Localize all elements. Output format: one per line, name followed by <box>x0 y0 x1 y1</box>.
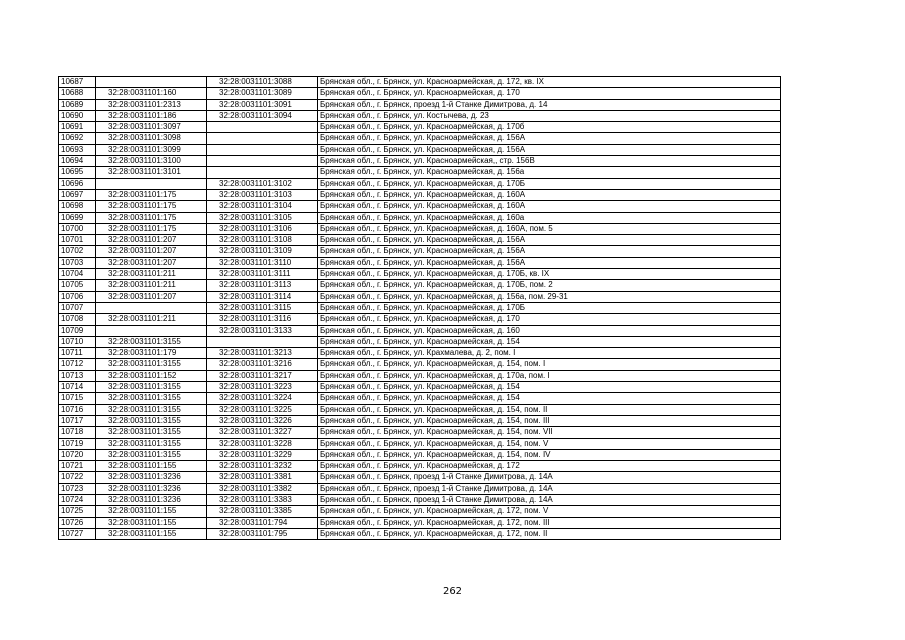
object-number-cell: 32:28:0031101:794 <box>207 517 318 528</box>
table-row <box>59 427 781 438</box>
parcel-number-cell: 32:28:0031101:207 <box>96 257 207 268</box>
table-row <box>59 178 781 189</box>
address-cell: Брянская обл., г. Брянск, ул. Красноармейская, д. 170Б <box>318 302 781 313</box>
parcel-number-cell: 32:28:0031101:175 <box>96 212 207 223</box>
table-row <box>59 336 781 347</box>
object-number-cell: 32:28:0031101:3111 <box>207 269 318 280</box>
table-row <box>59 415 781 426</box>
object-number-cell: 32:28:0031101:3091 <box>207 99 318 110</box>
object-number-cell: 32:28:0031101:3216 <box>207 359 318 370</box>
table-row <box>59 291 781 302</box>
object-number-cell: 32:28:0031101:3217 <box>207 370 318 381</box>
parcel-number-cell <box>96 77 207 88</box>
table-row <box>59 99 781 110</box>
object-number-cell: 32:28:0031101:3094 <box>207 110 318 121</box>
object-number-cell <box>207 156 318 167</box>
address-cell: Брянская обл., г. Брянск, ул. Красноармейская, д. 156А <box>318 246 781 257</box>
parcel-number-cell: 32:28:0031101:3236 <box>96 494 207 505</box>
row-number-cell: 10712 <box>59 359 96 370</box>
table-row <box>59 201 781 212</box>
table-row <box>59 246 781 257</box>
table-row <box>59 269 781 280</box>
table-row <box>59 223 781 234</box>
table-row <box>59 517 781 528</box>
address-cell: Брянская обл., г. Брянск, ул. Красноармейская, д. 170а, пом. I <box>318 370 781 381</box>
object-number-cell: 32:28:0031101:3109 <box>207 246 318 257</box>
table-row <box>59 167 781 178</box>
row-number-cell: 10719 <box>59 438 96 449</box>
row-number-cell: 10706 <box>59 291 96 302</box>
parcel-number-cell: 32:28:0031101:155 <box>96 517 207 528</box>
parcel-number-cell: 32:28:0031101:3155 <box>96 427 207 438</box>
address-cell: Брянская обл., г. Брянск, ул. Красноармейская, д. 154, пом. I <box>318 359 781 370</box>
object-number-cell: 32:28:0031101:3382 <box>207 483 318 494</box>
address-cell: Брянская обл., г. Брянск, ул. Красноармейская, д. 156А <box>318 257 781 268</box>
row-number-cell: 10699 <box>59 212 96 223</box>
address-cell: Брянская обл., г. Брянск, ул. Костычева, д. 23 <box>318 110 781 121</box>
table-row <box>59 257 781 268</box>
row-number-cell: 10724 <box>59 494 96 505</box>
parcel-number-cell: 32:28:0031101:186 <box>96 110 207 121</box>
table-row <box>59 110 781 121</box>
object-number-cell: 32:28:0031101:3115 <box>207 302 318 313</box>
row-number-cell: 10713 <box>59 370 96 381</box>
row-number-cell: 10689 <box>59 99 96 110</box>
table-row <box>59 461 781 472</box>
parcel-number-cell: 32:28:0031101:207 <box>96 291 207 302</box>
address-cell: Брянская обл., г. Брянск, проезд 1-й Станке Димитрова, д. 14А <box>318 494 781 505</box>
object-number-cell: 32:28:0031101:3227 <box>207 427 318 438</box>
address-cell: Брянская обл., г. Брянск, ул. Красноармейская, д. 172, пом. III <box>318 517 781 528</box>
row-number-cell: 10720 <box>59 449 96 460</box>
parcel-number-cell: 32:28:0031101:207 <box>96 235 207 246</box>
address-cell: Брянская обл., г. Брянск, ул. Красноармейская, д. 160а <box>318 212 781 223</box>
table-row <box>59 212 781 223</box>
address-cell: Брянская обл., г. Брянск, ул. Красноармейская,, стр. 156В <box>318 156 781 167</box>
object-number-cell: 32:28:0031101:3225 <box>207 404 318 415</box>
object-number-cell: 32:28:0031101:3223 <box>207 382 318 393</box>
object-number-cell: 32:28:0031101:3103 <box>207 189 318 200</box>
parcel-number-cell: 32:28:0031101:155 <box>96 461 207 472</box>
table-row <box>59 325 781 336</box>
object-number-cell: 32:28:0031101:3114 <box>207 291 318 302</box>
object-number-cell: 32:28:0031101:3381 <box>207 472 318 483</box>
table-row <box>59 382 781 393</box>
row-number-cell: 10726 <box>59 517 96 528</box>
parcel-number-cell: 32:28:0031101:3155 <box>96 449 207 460</box>
address-cell: Брянская обл., г. Брянск, ул. Красноармейская, д. 154, пом. V <box>318 438 781 449</box>
parcel-number-cell: 32:28:0031101:175 <box>96 223 207 234</box>
parcel-number-cell <box>96 325 207 336</box>
table-row <box>59 280 781 291</box>
parcel-number-cell: 32:28:0031101:3155 <box>96 336 207 347</box>
object-number-cell: 32:28:0031101:3089 <box>207 88 318 99</box>
address-cell: Брянская обл., г. Брянск, ул. Красноармейская, д. 154, пом. II <box>318 404 781 415</box>
table-row <box>59 393 781 404</box>
row-number-cell: 10702 <box>59 246 96 257</box>
object-number-cell <box>207 336 318 347</box>
table-row <box>59 189 781 200</box>
parcel-number-cell: 32:28:0031101:2313 <box>96 99 207 110</box>
table-row <box>59 472 781 483</box>
object-number-cell: 32:28:0031101:3228 <box>207 438 318 449</box>
table-row <box>59 404 781 415</box>
row-number-cell: 10695 <box>59 167 96 178</box>
table-row <box>59 449 781 460</box>
row-number-cell: 10727 <box>59 528 96 539</box>
object-number-cell: 32:28:0031101:3232 <box>207 461 318 472</box>
table-row <box>59 302 781 313</box>
object-number-cell: 32:28:0031101:795 <box>207 528 318 539</box>
row-number-cell: 10691 <box>59 122 96 133</box>
address-cell: Брянская обл., г. Брянск, ул. Красноармейская, д. 172, кв. IX <box>318 77 781 88</box>
table-row <box>59 156 781 167</box>
parcel-number-cell: 32:28:0031101:3101 <box>96 167 207 178</box>
parcel-number-cell <box>96 178 207 189</box>
object-number-cell <box>207 144 318 155</box>
registry-table-body <box>59 77 781 540</box>
parcel-number-cell: 32:28:0031101:3236 <box>96 483 207 494</box>
parcel-number-cell: 32:28:0031101:211 <box>96 314 207 325</box>
row-number-cell: 10709 <box>59 325 96 336</box>
address-cell: Брянская обл., г. Брянск, ул. Красноармейская, д. 172, пом. V <box>318 506 781 517</box>
row-number-cell: 10716 <box>59 404 96 415</box>
parcel-number-cell: 32:28:0031101:3100 <box>96 156 207 167</box>
row-number-cell: 10718 <box>59 427 96 438</box>
parcel-number-cell <box>96 302 207 313</box>
row-number-cell: 10696 <box>59 178 96 189</box>
parcel-number-cell: 32:28:0031101:179 <box>96 348 207 359</box>
parcel-number-cell: 32:28:0031101:3155 <box>96 438 207 449</box>
object-number-cell: 32:28:0031101:3229 <box>207 449 318 460</box>
row-number-cell: 10715 <box>59 393 96 404</box>
object-number-cell: 32:28:0031101:3226 <box>207 415 318 426</box>
object-number-cell <box>207 133 318 144</box>
table-row <box>59 314 781 325</box>
address-cell: Брянская обл., г. Брянск, ул. Красноармейская, д. 170Б <box>318 178 781 189</box>
parcel-number-cell: 32:28:0031101:175 <box>96 189 207 200</box>
parcel-number-cell: 32:28:0031101:207 <box>96 246 207 257</box>
object-number-cell <box>207 167 318 178</box>
table-row <box>59 88 781 99</box>
parcel-number-cell: 32:28:0031101:3155 <box>96 393 207 404</box>
address-cell: Брянская обл., г. Брянск, ул. Красноармейская, д. 170Б, пом. 2 <box>318 280 781 291</box>
object-number-cell: 32:28:0031101:3116 <box>207 314 318 325</box>
address-cell: Брянская обл., г. Брянск, ул. Красноармейская, д. 170 <box>318 314 781 325</box>
parcel-number-cell: 32:28:0031101:3098 <box>96 133 207 144</box>
address-cell: Брянская обл., г. Брянск, ул. Красноармейская, д. 160А <box>318 189 781 200</box>
object-number-cell: 32:28:0031101:3224 <box>207 393 318 404</box>
object-number-cell <box>207 122 318 133</box>
parcel-number-cell: 32:28:0031101:211 <box>96 280 207 291</box>
address-cell: Брянская обл., г. Брянск, ул. Крахмалева, д. 2, пом. I <box>318 348 781 359</box>
parcel-number-cell: 32:28:0031101:155 <box>96 506 207 517</box>
address-cell: Брянская обл., г. Брянск, ул. Красноармейская, д. 160А <box>318 201 781 212</box>
row-number-cell: 10698 <box>59 201 96 212</box>
parcel-number-cell: 32:28:0031101:160 <box>96 88 207 99</box>
address-cell: Брянская обл., г. Брянск, ул. Красноармейская, д. 160А, пом. 5 <box>318 223 781 234</box>
parcel-number-cell: 32:28:0031101:211 <box>96 269 207 280</box>
address-cell: Брянская обл., г. Брянск, ул. Красноармейская, д. 154, пом. IV <box>318 449 781 460</box>
object-number-cell: 32:28:0031101:3385 <box>207 506 318 517</box>
object-number-cell: 32:28:0031101:3106 <box>207 223 318 234</box>
parcel-number-cell: 32:28:0031101:3097 <box>96 122 207 133</box>
parcel-number-cell: 32:28:0031101:3236 <box>96 472 207 483</box>
row-number-cell: 10717 <box>59 415 96 426</box>
address-cell: Брянская обл., г. Брянск, ул. Красноармейская, д. 156А <box>318 133 781 144</box>
object-number-cell: 32:28:0031101:3213 <box>207 348 318 359</box>
row-number-cell: 10688 <box>59 88 96 99</box>
parcel-number-cell: 32:28:0031101:3155 <box>96 415 207 426</box>
registry-table-wrapper <box>58 76 781 540</box>
object-number-cell: 32:28:0031101:3105 <box>207 212 318 223</box>
object-number-cell: 32:28:0031101:3104 <box>207 201 318 212</box>
object-number-cell: 32:28:0031101:3108 <box>207 235 318 246</box>
row-number-cell: 10701 <box>59 235 96 246</box>
object-number-cell: 32:28:0031101:3110 <box>207 257 318 268</box>
address-cell: Брянская обл., г. Брянск, ул. Красноармейская, д. 172, пом. II <box>318 528 781 539</box>
address-cell: Брянская обл., г. Брянск, ул. Красноармейская, д. 156А <box>318 144 781 155</box>
row-number-cell: 10705 <box>59 280 96 291</box>
table-row <box>59 438 781 449</box>
address-cell: Брянская обл., г. Брянск, ул. Красноармейская, д. 154 <box>318 336 781 347</box>
table-row <box>59 506 781 517</box>
row-number-cell: 10710 <box>59 336 96 347</box>
parcel-number-cell: 32:28:0031101:155 <box>96 528 207 539</box>
row-number-cell: 10693 <box>59 144 96 155</box>
table-row <box>59 359 781 370</box>
table-row <box>59 122 781 133</box>
object-number-cell: 32:28:0031101:3088 <box>207 77 318 88</box>
object-number-cell: 32:28:0031101:3383 <box>207 494 318 505</box>
parcel-number-cell: 32:28:0031101:175 <box>96 201 207 212</box>
row-number-cell: 10690 <box>59 110 96 121</box>
table-row <box>59 77 781 88</box>
row-number-cell: 10707 <box>59 302 96 313</box>
address-cell: Брянская обл., г. Брянск, ул. Красноармейская, д. 172 <box>318 461 781 472</box>
address-cell: Брянская обл., г. Брянск, ул. Красноармейская, д. 170Б, кв. IX <box>318 269 781 280</box>
table-row <box>59 235 781 246</box>
parcel-number-cell: 32:28:0031101:152 <box>96 370 207 381</box>
table-row <box>59 494 781 505</box>
address-cell: Брянская обл., г. Брянск, ул. Красноармейская, д. 154 <box>318 393 781 404</box>
table-row <box>59 348 781 359</box>
table-row <box>59 528 781 539</box>
page-number: 262 <box>442 586 463 597</box>
row-number-cell: 10725 <box>59 506 96 517</box>
table-row <box>59 483 781 494</box>
row-number-cell: 10692 <box>59 133 96 144</box>
parcel-number-cell: 32:28:0031101:3155 <box>96 404 207 415</box>
address-cell: Брянская обл., г. Брянск, ул. Красноармейская, д. 170 <box>318 88 781 99</box>
parcel-number-cell: 32:28:0031101:3099 <box>96 144 207 155</box>
row-number-cell: 10694 <box>59 156 96 167</box>
row-number-cell: 10723 <box>59 483 96 494</box>
address-cell: Брянская обл., г. Брянск, проезд 1-й Станке Димитрова, д. 14А <box>318 472 781 483</box>
parcel-number-cell: 32:28:0031101:3155 <box>96 359 207 370</box>
table-row <box>59 370 781 381</box>
object-number-cell: 32:28:0031101:3102 <box>207 178 318 189</box>
object-number-cell: 32:28:0031101:3133 <box>207 325 318 336</box>
row-number-cell: 10708 <box>59 314 96 325</box>
address-cell: Брянская обл., г. Брянск, ул. Красноармейская, д. 154 <box>318 382 781 393</box>
row-number-cell: 10714 <box>59 382 96 393</box>
address-cell: Брянская обл., г. Брянск, ул. Красноармейская, д. 156а <box>318 167 781 178</box>
row-number-cell: 10711 <box>59 348 96 359</box>
row-number-cell: 10722 <box>59 472 96 483</box>
registry-table <box>58 76 781 540</box>
table-row <box>59 144 781 155</box>
parcel-number-cell: 32:28:0031101:3155 <box>96 382 207 393</box>
address-cell: Брянская обл., г. Брянск, ул. Красноармейская, д. 170б <box>318 122 781 133</box>
row-number-cell: 10704 <box>59 269 96 280</box>
row-number-cell: 10697 <box>59 189 96 200</box>
row-number-cell: 10700 <box>59 223 96 234</box>
object-number-cell: 32:28:0031101:3113 <box>207 280 318 291</box>
address-cell: Брянская обл., г. Брянск, ул. Красноармейская, д. 156А <box>318 235 781 246</box>
row-number-cell: 10703 <box>59 257 96 268</box>
table-row <box>59 133 781 144</box>
address-cell: Брянская обл., г. Брянск, проезд 1-й Станке Димитрова, д. 14 <box>318 99 781 110</box>
address-cell: Брянская обл., г. Брянск, ул. Красноармейская, д. 154, пом. VII <box>318 427 781 438</box>
address-cell: Брянская обл., г. Брянск, ул. Красноармейская, д. 160 <box>318 325 781 336</box>
row-number-cell: 10687 <box>59 77 96 88</box>
row-number-cell: 10721 <box>59 461 96 472</box>
address-cell: Брянская обл., г. Брянск, проезд 1-й Станке Димитрова, д. 14А <box>318 483 781 494</box>
address-cell: Брянская обл., г. Брянск, ул. Красноармейская, д. 156а, пом. 29-31 <box>318 291 781 302</box>
address-cell: Брянская обл., г. Брянск, ул. Красноармейская, д. 154, пом. III <box>318 415 781 426</box>
